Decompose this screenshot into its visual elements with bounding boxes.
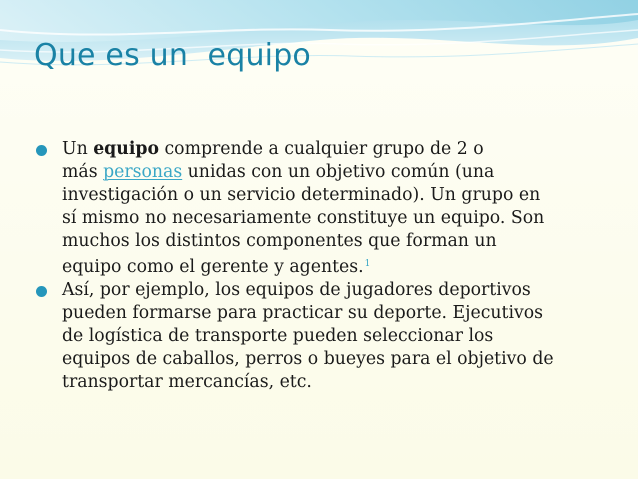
bullet-dot-icon bbox=[36, 286, 47, 297]
bullet-1-line-5: muchos los distintos componentes que forman un bbox=[62, 231, 497, 251]
slide-title: Que es un equipo bbox=[34, 38, 311, 73]
link-personas[interactable]: personas bbox=[103, 162, 183, 182]
bullet-1-line-6 bbox=[62, 253, 621, 279]
text-fragment: más bbox=[62, 162, 104, 182]
bullet-1-line-3: investigación o un servicio determinado). Un grupo en bbox=[62, 185, 541, 205]
bullet-item-1 bbox=[36, 138, 621, 279]
text-fragment: equipo como el gerente y agentes. bbox=[62, 257, 364, 277]
bullet-1-line-4: sí mismo no necesariamente constituye un equipo. Son bbox=[62, 208, 545, 228]
text-fragment: unidas con un objetivo común (una bbox=[182, 162, 495, 182]
text-fragment: comprende a cualquier grupo de 2 o bbox=[159, 139, 484, 159]
bullet-item-2 bbox=[36, 279, 621, 394]
bullet-1-line-1 bbox=[62, 138, 621, 161]
text-fragment: Un bbox=[62, 139, 94, 159]
bullet-1-line-2 bbox=[62, 161, 621, 184]
footnote-link[interactable]: 1 bbox=[364, 259, 371, 269]
bullet-dot-icon bbox=[36, 145, 47, 156]
bullet-2-line-5: transportar mercancías, etc. bbox=[62, 372, 312, 392]
bullet-list bbox=[36, 138, 621, 394]
bullet-2-line-3: de logística de transporte pueden seleccionar los bbox=[62, 326, 494, 346]
bullet-2-line-4: equipos de caballos, perros o bueyes para el objetivo de bbox=[62, 349, 554, 369]
bold-term-equipo: equipo bbox=[93, 139, 160, 159]
bullet-2-line-2: pueden formarse para practicar su deporte. Ejecutivos bbox=[62, 303, 544, 323]
bullet-2-line-1: Así, por ejemplo, los equipos de jugadores deportivos bbox=[62, 280, 531, 300]
